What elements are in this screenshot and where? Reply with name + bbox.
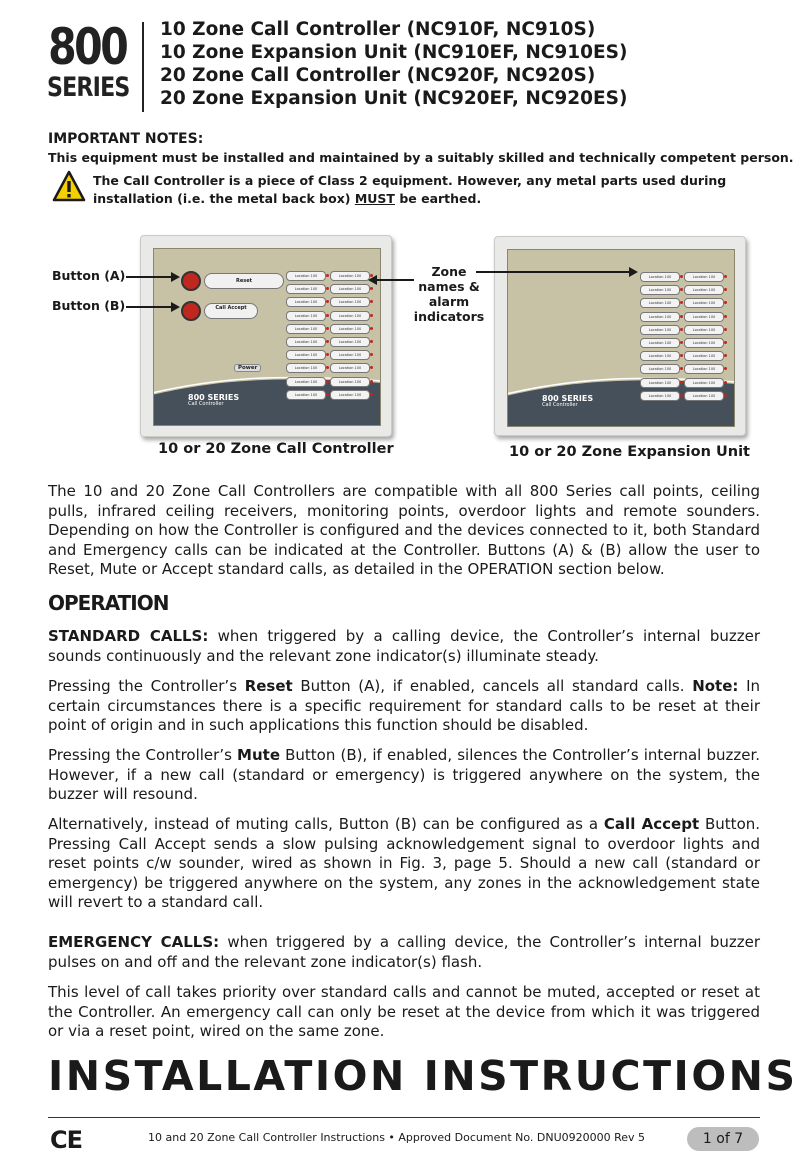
- button-a-arrow: [126, 276, 178, 278]
- zone-indicator: Location 100: [286, 350, 326, 360]
- call-accept-paragraph: [48, 815, 760, 913]
- header-titles: [160, 18, 627, 110]
- reset-pre: Pressing the Controller’s: [48, 677, 245, 695]
- expansion-brand: [542, 394, 593, 408]
- notes-line-2-post: be earthed.: [394, 191, 482, 206]
- emergency-paragraph: [48, 933, 760, 972]
- zone-indicator: Location 100: [286, 271, 326, 281]
- emergency-label: EMERGENCY CALLS:: [48, 933, 220, 951]
- zone-indicator: Location 100: [684, 351, 724, 361]
- zone-indicator: Location 100: [330, 390, 370, 400]
- title-line: 20 Zone Expansion Unit (NC920EF, NC920ES): [160, 88, 628, 109]
- page-indicator: 1 of 7: [687, 1127, 759, 1151]
- logo-number: 800: [48, 18, 127, 76]
- button-b: [181, 301, 201, 321]
- zone-indicator: Location 100: [640, 378, 680, 388]
- zone-indicator: Location 100: [330, 363, 370, 373]
- button-a: [181, 271, 201, 291]
- zone-indicator: Location 100: [640, 312, 680, 322]
- mute-pre: Pressing the Controller’s: [48, 746, 238, 764]
- note-bold: Note:: [692, 677, 739, 695]
- zone-indicator: Location 100: [684, 364, 724, 374]
- call-accept-pill: Call Accept: [204, 303, 258, 319]
- zone-indicator: Location 100: [640, 285, 680, 295]
- notes-heading: IMPORTANT NOTES:: [48, 131, 204, 147]
- notes-line-2-pre: The Call Controller is a piece of Class 2 equipment. However, any metal parts used during installation (i.e. the metal back box): [93, 173, 727, 206]
- standard-label: STANDARD CALLS:: [48, 627, 209, 645]
- logo-word: SERIES: [47, 72, 130, 103]
- zone-indicator: Location 100: [330, 350, 370, 360]
- standard-calls-paragraph: [48, 627, 760, 666]
- zone-indicator: Location 100: [684, 285, 724, 295]
- title-line: 10 Zone Call Controller (NC910F, NC910S): [160, 19, 596, 40]
- notes-must: MUST: [354, 191, 395, 206]
- accept-bold: Call Accept: [603, 815, 700, 833]
- zone-indicator: Location 100: [330, 324, 370, 334]
- expansion-brand-name: 800 SERIES: [542, 394, 594, 403]
- expansion-panel: [507, 249, 735, 427]
- zone-indicator: Location 100: [286, 311, 326, 321]
- controller-brand-name: 800 SERIES: [188, 393, 240, 402]
- caption-controller: 10 or 20 Zone Call Controller: [158, 441, 394, 457]
- notes-line-2: [93, 172, 761, 208]
- accept-pre: Alternatively, instead of muting calls, Button (B) can be configured as a: [48, 815, 604, 833]
- operation-heading: OPERATION: [48, 591, 169, 615]
- zone-indicator: Location 100: [684, 338, 724, 348]
- notes-line-1: This equipment must be installed and maintained by a suitably skilled and technically competent person.: [48, 150, 794, 165]
- controller-brand: [188, 393, 239, 407]
- zone-indicator: Location 100: [286, 284, 326, 294]
- zone-indicator: Location 100: [330, 377, 370, 387]
- zone-indicator: Location 100: [640, 391, 680, 401]
- zone-indicator: Location 100: [684, 312, 724, 322]
- zone-indicator: Location 100: [330, 311, 370, 321]
- footer-rule: [48, 1117, 760, 1118]
- zone-indicator: Location 100: [330, 271, 370, 281]
- zone-indicator: Location 100: [286, 324, 326, 334]
- zone-indicator: Location 100: [640, 338, 680, 348]
- zone-arrow-left: [370, 279, 414, 281]
- zone-indicator: Location 100: [640, 351, 680, 361]
- installation-instructions-banner: INSTALLATION INSTRUCTIONS: [48, 1052, 798, 1100]
- emergency-text: when triggered by a calling device, the Controller’s internal buzzer pulses on and off and the relevant zone indicator(s) flash.: [48, 933, 760, 971]
- title-line: 20 Zone Call Controller (NC920F, NC920S): [160, 65, 596, 86]
- zone-indicator: Location 100: [330, 297, 370, 307]
- expansion-brand-sub: Call Controller: [542, 402, 578, 408]
- warning-icon: [52, 170, 86, 204]
- mute-post: Button (B), if enabled, silences the Controller’s internal buzzer. However, if a new call (standard or emergency) is triggered anywhere on the system, the buzzer will resound.: [48, 746, 761, 804]
- zone-indicator: Location 100: [684, 272, 724, 282]
- button-b-arrow: [126, 306, 178, 308]
- zone-indicator: Location 100: [286, 297, 326, 307]
- button-b-callout: Button (B): [52, 298, 126, 313]
- intro-paragraph: The 10 and 20 Zone Call Controllers are compatible with all 800 Series call points, ceiling pulls, infrared ceiling receivers, monitoring points, overdoor lights and remote sounders. Depending on how the Controller is configured and the devices connected to it, both Standard and Emergency calls can be indicated at the Controller. Buttons (A) & (B) allow the user to Reset, Mute or Accept standard calls, as detailed in the OPERATION section below.: [48, 482, 760, 579]
- zone-indicator: Location 100: [684, 391, 724, 401]
- zone-indicator: Location 100: [330, 337, 370, 347]
- reset-pill: Reset: [204, 273, 284, 289]
- zone-indicator: Location 100: [286, 390, 326, 400]
- caption-expansion: 10 or 20 Zone Expansion Unit: [509, 444, 750, 460]
- priority-paragraph: This level of call takes priority over standard calls and cannot be muted, accepted or reset at the Controller. An emergency call can only be reset at the device from which it was triggered or via a reset point, wired on the same zone.: [48, 983, 760, 1041]
- title-line: 10 Zone Expansion Unit (NC910EF, NC910ES): [160, 42, 628, 63]
- reset-post: In certain circumstances there is a specific requirement for standard calls to be reset at their point of origin and in such applications this function should be disabled.: [48, 677, 760, 735]
- zone-indicator: Location 100: [684, 298, 724, 308]
- reset-paragraph: [48, 677, 760, 736]
- zone-indicator: Location 100: [640, 272, 680, 282]
- zone-indicator: Location 100: [684, 325, 724, 335]
- zone-indicator: Location 100: [640, 364, 680, 374]
- zone-indicator: Location 100: [640, 325, 680, 335]
- zone-arrow-right: [476, 271, 636, 273]
- ce-mark-icon: CE: [50, 1126, 83, 1154]
- expansion-unit-image: [494, 236, 746, 436]
- zone-indicator: Location 100: [286, 337, 326, 347]
- zone-indicator: Location 100: [640, 298, 680, 308]
- zone-indicator: Location 100: [330, 284, 370, 294]
- footer-text: 10 and 20 Zone Call Controller Instructions • Approved Document No. DNU0920000 Rev 5: [148, 1131, 646, 1144]
- controller-panel: [153, 248, 381, 426]
- zone-indicator: Location 100: [684, 378, 724, 388]
- series-logo: [47, 18, 130, 103]
- call-controller-image: [140, 235, 392, 437]
- standard-text: when triggered by a calling device, the Controller’s internal buzzer sounds continuously and the relevant zone indicator(s) illuminate steady.: [48, 627, 760, 665]
- power-indicator: Power: [234, 364, 261, 372]
- mute-bold: Mute: [237, 746, 280, 764]
- accept-post: Button. Pressing Call Accept sends a slow pulsing acknowledgement signal to overdoor lights and reset points c/w sounder, wired as shown in Fig. 3, page 5. Should a new call (standard or emergency) be triggered anywhere on the system, any zones in the acknowledgement state will revert to a standard call.: [48, 815, 761, 912]
- zone-callout: Zone names & alarm indicators: [413, 264, 485, 324]
- button-a-callout: Button (A): [52, 268, 126, 283]
- reset-bold: Reset: [244, 677, 293, 695]
- zone-indicator: Location 100: [286, 377, 326, 387]
- header-divider: [142, 22, 144, 112]
- controller-brand-sub: Call Controller: [188, 401, 224, 407]
- zone-indicator: Location 100: [286, 363, 326, 373]
- reset-mid: Button (A), if enabled, cancels all standard calls.: [292, 677, 693, 695]
- mute-paragraph: [48, 746, 760, 805]
